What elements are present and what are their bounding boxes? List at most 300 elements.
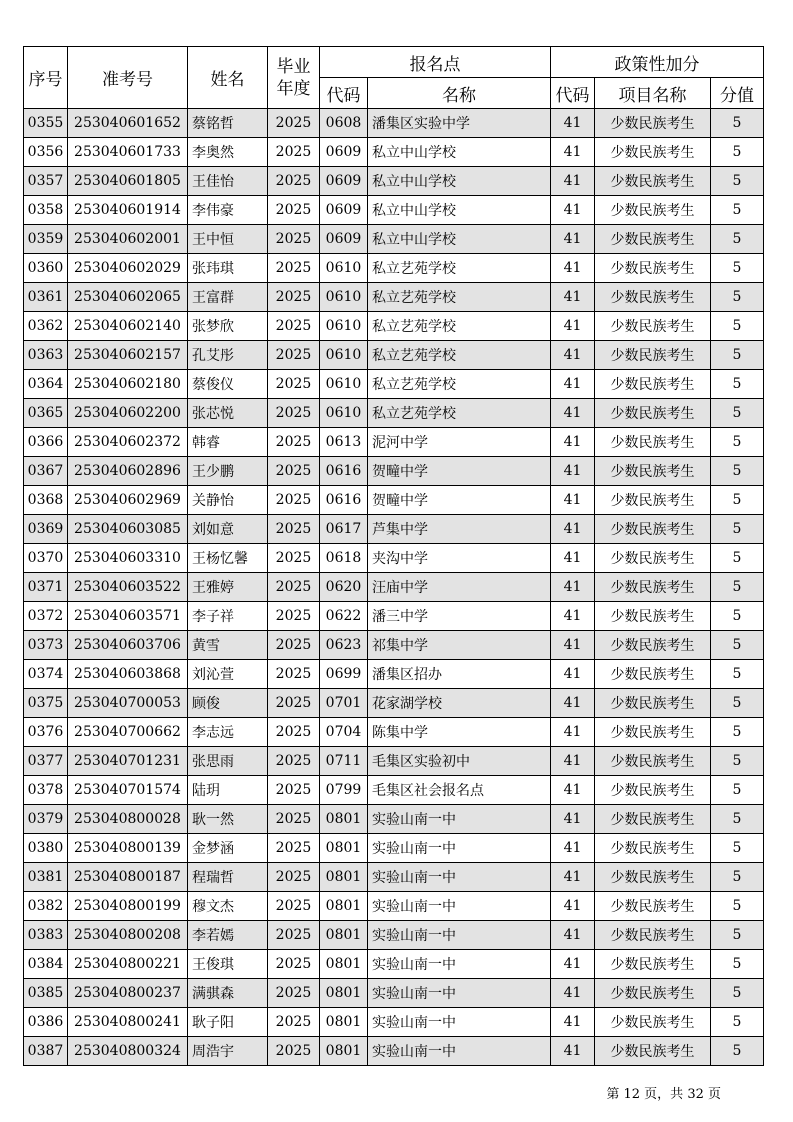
- cell-reg-name: 毛集区实验初中: [368, 747, 551, 776]
- cell-reg-code: 0609: [320, 167, 368, 196]
- cell-seq: 0374: [24, 660, 68, 689]
- cell-name: 刘如意: [188, 515, 268, 544]
- cell-grad-year: 2025: [268, 602, 320, 631]
- cell-name: 李志远: [188, 718, 268, 747]
- table-row: [24, 863, 764, 892]
- cell-reg-code: 0801: [320, 1008, 368, 1037]
- cell-reg-code: 0610: [320, 399, 368, 428]
- cell-grad-year: 2025: [268, 399, 320, 428]
- cell-exam-no: 253040701231: [68, 747, 188, 776]
- cell-reg-code: 0801: [320, 863, 368, 892]
- cell-name: 穆文杰: [188, 892, 268, 921]
- cell-exam-no: 253040602001: [68, 225, 188, 254]
- table-row: [24, 109, 764, 138]
- cell-reg-code: 0613: [320, 428, 368, 457]
- cell-seq: 0379: [24, 805, 68, 834]
- cell-reg-name: 潘集区实验中学: [368, 109, 551, 138]
- cell-policy-score: 5: [711, 138, 764, 167]
- cell-name: 王少鹏: [188, 457, 268, 486]
- cell-seq: 0359: [24, 225, 68, 254]
- cell-reg-code: 0801: [320, 834, 368, 863]
- cell-reg-code: 0801: [320, 805, 368, 834]
- cell-reg-name: 私立中山学校: [368, 196, 551, 225]
- cell-reg-name: 潘三中学: [368, 602, 551, 631]
- cell-reg-name: 私立艺苑学校: [368, 312, 551, 341]
- cell-policy-score: 5: [711, 892, 764, 921]
- cell-policy-score: 5: [711, 254, 764, 283]
- cell-name: 程瑞哲: [188, 863, 268, 892]
- cell-name: 李伟豪: [188, 196, 268, 225]
- cell-policy-item: 少数民族考生: [595, 428, 711, 457]
- cell-name: 张梦欣: [188, 312, 268, 341]
- cell-policy-code: 41: [551, 631, 595, 660]
- cell-policy-score: 5: [711, 776, 764, 805]
- header-exam-no: 准考号: [68, 47, 188, 109]
- cell-policy-code: 41: [551, 689, 595, 718]
- table-row: [24, 834, 764, 863]
- cell-reg-code: 0623: [320, 631, 368, 660]
- cell-policy-score: 5: [711, 312, 764, 341]
- cell-policy-item: 少数民族考生: [595, 776, 711, 805]
- cell-seq: 0386: [24, 1008, 68, 1037]
- cell-seq: 0355: [24, 109, 68, 138]
- cell-policy-item: 少数民族考生: [595, 167, 711, 196]
- cell-reg-code: 0620: [320, 573, 368, 602]
- cell-grad-year: 2025: [268, 660, 320, 689]
- cell-policy-code: 41: [551, 544, 595, 573]
- cell-policy-item: 少数民族考生: [595, 457, 711, 486]
- cell-grad-year: 2025: [268, 689, 320, 718]
- cell-reg-name: 私立艺苑学校: [368, 370, 551, 399]
- cell-reg-name: 实验山南一中: [368, 892, 551, 921]
- cell-policy-item: 少数民族考生: [595, 544, 711, 573]
- cell-reg-code: 0610: [320, 283, 368, 312]
- table-row: [24, 457, 764, 486]
- cell-reg-name: 汪庙中学: [368, 573, 551, 602]
- cell-seq: 0367: [24, 457, 68, 486]
- cell-name: 耿子阳: [188, 1008, 268, 1037]
- cell-policy-item: 少数民族考生: [595, 399, 711, 428]
- table-row: [24, 370, 764, 399]
- cell-seq: 0365: [24, 399, 68, 428]
- cell-name: 蔡俊仪: [188, 370, 268, 399]
- cell-grad-year: 2025: [268, 225, 320, 254]
- cell-reg-name: 实验山南一中: [368, 979, 551, 1008]
- cell-exam-no: 253040602140: [68, 312, 188, 341]
- cell-grad-year: 2025: [268, 776, 320, 805]
- cell-seq: 0366: [24, 428, 68, 457]
- cell-reg-code: 0799: [320, 776, 368, 805]
- cell-seq: 0368: [24, 486, 68, 515]
- cell-policy-item: 少数民族考生: [595, 1008, 711, 1037]
- cell-name: 李奥然: [188, 138, 268, 167]
- cell-exam-no: 253040800208: [68, 921, 188, 950]
- table-row: [24, 921, 764, 950]
- table-row: [24, 1008, 764, 1037]
- table-row: [24, 718, 764, 747]
- cell-exam-no: 253040701574: [68, 776, 188, 805]
- cell-name: 耿一然: [188, 805, 268, 834]
- cell-grad-year: 2025: [268, 486, 320, 515]
- cell-reg-code: 0618: [320, 544, 368, 573]
- cell-policy-item: 少数民族考生: [595, 892, 711, 921]
- cell-policy-code: 41: [551, 486, 595, 515]
- cell-policy-code: 41: [551, 283, 595, 312]
- table-row: [24, 805, 764, 834]
- cell-policy-score: 5: [711, 805, 764, 834]
- cell-reg-code: 0617: [320, 515, 368, 544]
- cell-reg-code: 0801: [320, 950, 368, 979]
- cell-policy-code: 41: [551, 312, 595, 341]
- cell-grad-year: 2025: [268, 863, 320, 892]
- cell-exam-no: 253040603706: [68, 631, 188, 660]
- cell-exam-no: 253040601914: [68, 196, 188, 225]
- cell-name: 韩睿: [188, 428, 268, 457]
- cell-policy-score: 5: [711, 486, 764, 515]
- cell-policy-item: 少数民族考生: [595, 225, 711, 254]
- cell-policy-code: 41: [551, 428, 595, 457]
- cell-seq: 0387: [24, 1037, 68, 1066]
- cell-seq: 0384: [24, 950, 68, 979]
- cell-policy-score: 5: [711, 863, 764, 892]
- cell-policy-code: 41: [551, 370, 595, 399]
- cell-policy-score: 5: [711, 950, 764, 979]
- cell-policy-code: 41: [551, 660, 595, 689]
- header-grad-year: 毕业年度: [268, 47, 320, 109]
- cell-policy-code: 41: [551, 776, 595, 805]
- cell-policy-score: 5: [711, 167, 764, 196]
- cell-policy-code: 41: [551, 805, 595, 834]
- cell-policy-code: 41: [551, 950, 595, 979]
- cell-exam-no: 253040800199: [68, 892, 188, 921]
- cell-name: 关静怡: [188, 486, 268, 515]
- cell-policy-score: 5: [711, 573, 764, 602]
- cell-exam-no: 253040800221: [68, 950, 188, 979]
- cell-policy-item: 少数民族考生: [595, 602, 711, 631]
- cell-policy-item: 少数民族考生: [595, 1037, 711, 1066]
- header-policy: 政策性加分: [551, 47, 764, 78]
- cell-policy-score: 5: [711, 718, 764, 747]
- cell-policy-code: 41: [551, 1008, 595, 1037]
- cell-policy-item: 少数民族考生: [595, 950, 711, 979]
- table-row: [24, 1037, 764, 1066]
- cell-grad-year: 2025: [268, 747, 320, 776]
- cell-exam-no: 253040602896: [68, 457, 188, 486]
- cell-grad-year: 2025: [268, 979, 320, 1008]
- cell-policy-item: 少数民族考生: [595, 515, 711, 544]
- cell-policy-code: 41: [551, 167, 595, 196]
- cell-policy-code: 41: [551, 573, 595, 602]
- cell-exam-no: 253040800187: [68, 863, 188, 892]
- cell-name: 王中恒: [188, 225, 268, 254]
- cell-exam-no: 253040602157: [68, 341, 188, 370]
- cell-reg-name: 实验山南一中: [368, 1037, 551, 1066]
- table-row: [24, 776, 764, 805]
- cell-policy-item: 少数民族考生: [595, 979, 711, 1008]
- cell-exam-no: 253040601733: [68, 138, 188, 167]
- cell-grad-year: 2025: [268, 834, 320, 863]
- cell-reg-code: 0609: [320, 225, 368, 254]
- cell-policy-score: 5: [711, 457, 764, 486]
- cell-exam-no: 253040603085: [68, 515, 188, 544]
- cell-reg-code: 0801: [320, 921, 368, 950]
- cell-policy-code: 41: [551, 892, 595, 921]
- cell-policy-code: 41: [551, 196, 595, 225]
- table-row: [24, 254, 764, 283]
- cell-grad-year: 2025: [268, 805, 320, 834]
- table-row: [24, 167, 764, 196]
- cell-reg-code: 0610: [320, 370, 368, 399]
- cell-reg-name: 陈集中学: [368, 718, 551, 747]
- cell-reg-code: 0610: [320, 341, 368, 370]
- table-body: [24, 109, 764, 1066]
- cell-seq: 0371: [24, 573, 68, 602]
- cell-grad-year: 2025: [268, 196, 320, 225]
- header-policy-item: 项目名称: [595, 78, 711, 109]
- cell-policy-score: 5: [711, 515, 764, 544]
- document-page: [23, 46, 763, 1066]
- cell-grad-year: 2025: [268, 1008, 320, 1037]
- table-row: [24, 892, 764, 921]
- header-reg-code: 代码: [320, 78, 368, 109]
- cell-seq: 0356: [24, 138, 68, 167]
- table-row: [24, 631, 764, 660]
- cell-policy-code: 41: [551, 921, 595, 950]
- cell-policy-code: 41: [551, 834, 595, 863]
- cell-grad-year: 2025: [268, 573, 320, 602]
- cell-reg-name: 祁集中学: [368, 631, 551, 660]
- table-row: [24, 486, 764, 515]
- cell-grad-year: 2025: [268, 428, 320, 457]
- cell-name: 蔡铭哲: [188, 109, 268, 138]
- cell-name: 顾俊: [188, 689, 268, 718]
- cell-grad-year: 2025: [268, 370, 320, 399]
- cell-policy-code: 41: [551, 979, 595, 1008]
- cell-policy-code: 41: [551, 863, 595, 892]
- table-row: [24, 225, 764, 254]
- cell-name: 李若嫣: [188, 921, 268, 950]
- cell-name: 王雅婷: [188, 573, 268, 602]
- cell-name: 孔艾彤: [188, 341, 268, 370]
- cell-policy-score: 5: [711, 109, 764, 138]
- cell-policy-item: 少数民族考生: [595, 196, 711, 225]
- cell-grad-year: 2025: [268, 544, 320, 573]
- cell-reg-name: 实验山南一中: [368, 921, 551, 950]
- cell-policy-item: 少数民族考生: [595, 631, 711, 660]
- table-row: [24, 602, 764, 631]
- cell-seq: 0362: [24, 312, 68, 341]
- cell-seq: 0385: [24, 979, 68, 1008]
- cell-policy-score: 5: [711, 399, 764, 428]
- header-policy-score: 分值: [711, 78, 764, 109]
- cell-exam-no: 253040603868: [68, 660, 188, 689]
- cell-policy-score: 5: [711, 428, 764, 457]
- cell-exam-no: 253040603310: [68, 544, 188, 573]
- cell-name: 满骐森: [188, 979, 268, 1008]
- cell-seq: 0364: [24, 370, 68, 399]
- cell-exam-no: 253040700053: [68, 689, 188, 718]
- cell-seq: 0375: [24, 689, 68, 718]
- cell-grad-year: 2025: [268, 341, 320, 370]
- cell-seq: 0357: [24, 167, 68, 196]
- cell-policy-item: 少数民族考生: [595, 138, 711, 167]
- cell-reg-name: 芦集中学: [368, 515, 551, 544]
- cell-exam-no: 253040700662: [68, 718, 188, 747]
- cell-policy-item: 少数民族考生: [595, 109, 711, 138]
- cell-exam-no: 253040603571: [68, 602, 188, 631]
- cell-exam-no: 253040602180: [68, 370, 188, 399]
- cell-name: 张玮琪: [188, 254, 268, 283]
- cell-reg-name: 实验山南一中: [368, 1008, 551, 1037]
- cell-seq: 0361: [24, 283, 68, 312]
- cell-policy-code: 41: [551, 138, 595, 167]
- cell-policy-score: 5: [711, 979, 764, 1008]
- cell-reg-code: 0701: [320, 689, 368, 718]
- table-row: [24, 138, 764, 167]
- cell-exam-no: 253040601805: [68, 167, 188, 196]
- cell-policy-item: 少数民族考生: [595, 805, 711, 834]
- table-row: [24, 283, 764, 312]
- cell-policy-code: 41: [551, 254, 595, 283]
- cell-exam-no: 253040800241: [68, 1008, 188, 1037]
- cell-seq: 0383: [24, 921, 68, 950]
- cell-grad-year: 2025: [268, 921, 320, 950]
- cell-seq: 0360: [24, 254, 68, 283]
- cell-policy-item: 少数民族考生: [595, 921, 711, 950]
- cell-policy-item: 少数民族考生: [595, 747, 711, 776]
- cell-policy-score: 5: [711, 921, 764, 950]
- cell-reg-code: 0609: [320, 196, 368, 225]
- cell-policy-code: 41: [551, 457, 595, 486]
- cell-policy-code: 41: [551, 602, 595, 631]
- cell-name: 刘沁萱: [188, 660, 268, 689]
- cell-seq: 0370: [24, 544, 68, 573]
- cell-name: 陆玥: [188, 776, 268, 805]
- cell-seq: 0380: [24, 834, 68, 863]
- table-row: [24, 573, 764, 602]
- cell-seq: 0372: [24, 602, 68, 631]
- cell-reg-code: 0608: [320, 109, 368, 138]
- header-reg-name: 名称: [368, 78, 551, 109]
- cell-policy-item: 少数民族考生: [595, 718, 711, 747]
- cell-policy-score: 5: [711, 283, 764, 312]
- cell-policy-score: 5: [711, 196, 764, 225]
- cell-reg-name: 私立艺苑学校: [368, 283, 551, 312]
- cell-grad-year: 2025: [268, 138, 320, 167]
- cell-grad-year: 2025: [268, 254, 320, 283]
- cell-grad-year: 2025: [268, 167, 320, 196]
- cell-reg-code: 0704: [320, 718, 368, 747]
- cell-grad-year: 2025: [268, 718, 320, 747]
- header-reg-point: 报名点: [320, 47, 551, 78]
- cell-seq: 0369: [24, 515, 68, 544]
- cell-policy-item: 少数民族考生: [595, 283, 711, 312]
- cell-reg-name: 贺疃中学: [368, 486, 551, 515]
- cell-policy-score: 5: [711, 544, 764, 573]
- cell-grad-year: 2025: [268, 892, 320, 921]
- cell-reg-code: 0610: [320, 254, 368, 283]
- cell-reg-name: 私立中山学校: [368, 225, 551, 254]
- cell-seq: 0376: [24, 718, 68, 747]
- cell-name: 张芯悦: [188, 399, 268, 428]
- cell-policy-score: 5: [711, 689, 764, 718]
- cell-reg-code: 0711: [320, 747, 368, 776]
- cell-reg-name: 实验山南一中: [368, 805, 551, 834]
- cell-policy-score: 5: [711, 602, 764, 631]
- cell-policy-code: 41: [551, 341, 595, 370]
- cell-policy-score: 5: [711, 747, 764, 776]
- cell-exam-no: 253040800237: [68, 979, 188, 1008]
- cell-reg-name: 泥河中学: [368, 428, 551, 457]
- cell-policy-score: 5: [711, 1008, 764, 1037]
- cell-policy-code: 41: [551, 515, 595, 544]
- cell-policy-code: 41: [551, 399, 595, 428]
- cell-reg-name: 私立中山学校: [368, 167, 551, 196]
- cell-policy-score: 5: [711, 370, 764, 399]
- cell-grad-year: 2025: [268, 283, 320, 312]
- cell-policy-item: 少数民族考生: [595, 312, 711, 341]
- table-row: [24, 660, 764, 689]
- cell-seq: 0381: [24, 863, 68, 892]
- cell-reg-name: 私立艺苑学校: [368, 341, 551, 370]
- cell-policy-code: 41: [551, 747, 595, 776]
- cell-exam-no: 253040601652: [68, 109, 188, 138]
- cell-policy-code: 41: [551, 109, 595, 138]
- cell-policy-score: 5: [711, 660, 764, 689]
- cell-seq: 0373: [24, 631, 68, 660]
- table-row: [24, 428, 764, 457]
- cell-reg-code: 0616: [320, 457, 368, 486]
- cell-policy-item: 少数民族考生: [595, 834, 711, 863]
- cell-grad-year: 2025: [268, 515, 320, 544]
- cell-exam-no: 253040602029: [68, 254, 188, 283]
- cell-reg-name: 私立艺苑学校: [368, 399, 551, 428]
- cell-reg-name: 实验山南一中: [368, 834, 551, 863]
- table-row: [24, 747, 764, 776]
- cell-seq: 0358: [24, 196, 68, 225]
- cell-name: 王杨忆馨: [188, 544, 268, 573]
- cell-exam-no: 253040602200: [68, 399, 188, 428]
- cell-reg-name: 夹沟中学: [368, 544, 551, 573]
- cell-name: 张思雨: [188, 747, 268, 776]
- page-number: 第 12 页，共 32 页: [606, 1087, 721, 1102]
- table-row: [24, 544, 764, 573]
- cell-name: 黄雪: [188, 631, 268, 660]
- cell-policy-item: 少数民族考生: [595, 660, 711, 689]
- cell-exam-no: 253040800324: [68, 1037, 188, 1066]
- cell-policy-score: 5: [711, 225, 764, 254]
- cell-seq: 0377: [24, 747, 68, 776]
- header-seq: 序号: [24, 47, 68, 109]
- cell-policy-item: 少数民族考生: [595, 863, 711, 892]
- table-row: [24, 979, 764, 1008]
- cell-name: 金梦涵: [188, 834, 268, 863]
- cell-policy-score: 5: [711, 1037, 764, 1066]
- table-row: [24, 196, 764, 225]
- cell-reg-name: 毛集区社会报名点: [368, 776, 551, 805]
- cell-grad-year: 2025: [268, 457, 320, 486]
- cell-exam-no: 253040602065: [68, 283, 188, 312]
- cell-policy-code: 41: [551, 718, 595, 747]
- header-name: 姓名: [188, 47, 268, 109]
- cell-reg-name: 实验山南一中: [368, 863, 551, 892]
- table-row: [24, 515, 764, 544]
- cell-name: 周浩宇: [188, 1037, 268, 1066]
- cell-reg-name: 实验山南一中: [368, 950, 551, 979]
- admission-table: [23, 46, 764, 1066]
- table-row: [24, 341, 764, 370]
- cell-grad-year: 2025: [268, 1037, 320, 1066]
